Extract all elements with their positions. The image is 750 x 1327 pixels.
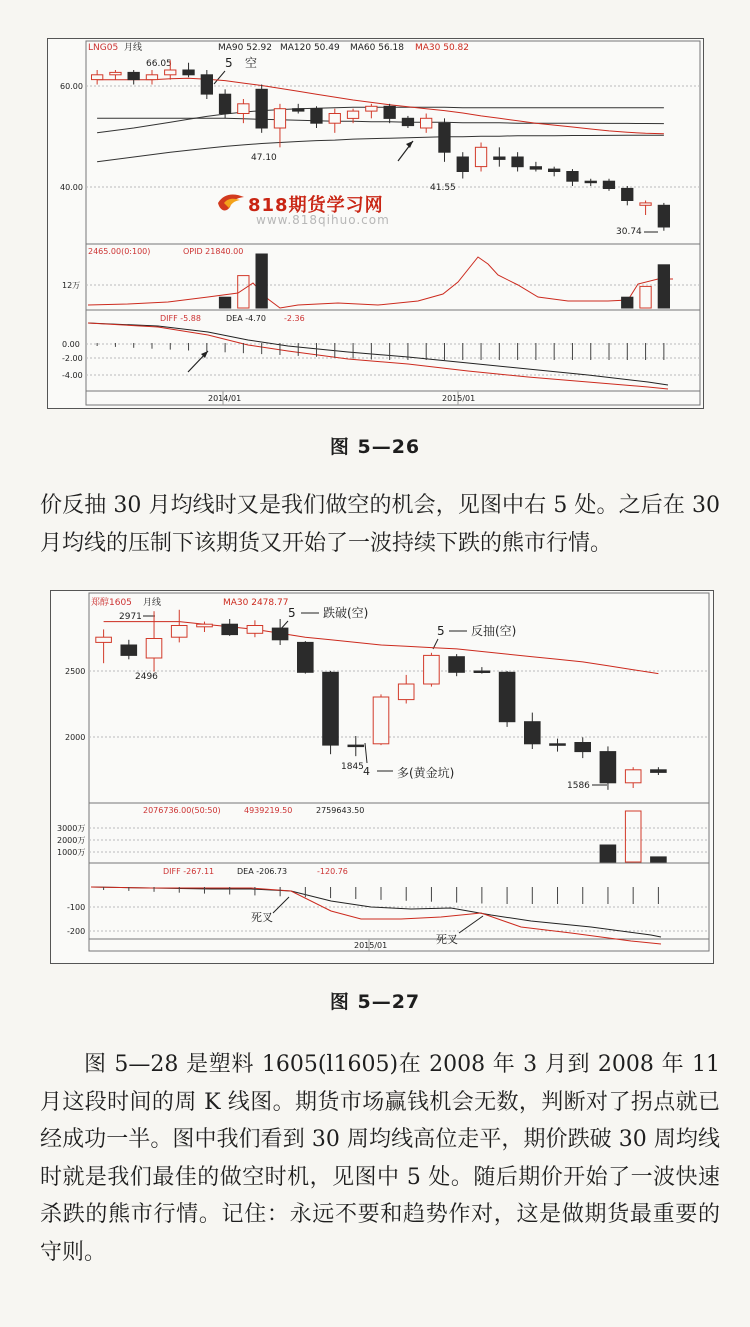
candle [658,203,669,231]
candle-body [373,697,389,744]
volume-bars [219,254,669,308]
figure-caption-2: 图 5—27 [329,991,421,1013]
price-tick: 60.00 [60,82,83,91]
macd-dea-line [91,887,661,937]
price-tick: 40.00 [60,183,83,192]
candle-body [550,744,566,746]
watermark-url: www.818qihuo.com [256,213,390,227]
candle-body [494,157,505,159]
ma30-label: MA30 50.82 [415,43,469,53]
candle [366,104,377,119]
candle-body [512,157,523,167]
low-annotation: 1845 [341,762,364,772]
volume-header: 2759643.50 [316,806,365,815]
candle-body [238,104,249,114]
candle [651,767,667,775]
candle-body [622,188,633,200]
candle [222,619,238,636]
candle-body [348,745,364,747]
open-interest-line [88,257,673,308]
candle-body [274,109,285,128]
candle [146,70,157,85]
candle [348,736,364,756]
dead-cross-label: 死叉 [436,933,458,946]
candle-body [197,624,213,627]
candle-body [530,167,541,169]
candle [110,70,121,80]
candle [272,619,288,645]
candle-body [298,642,314,672]
candle [475,143,486,172]
candle-body [640,203,651,205]
volume-tick: 1000万 [57,848,86,857]
candle-body [96,637,112,642]
candle-body [525,722,541,744]
five-marker: 5 [288,606,296,620]
macd-diff-line [88,323,668,389]
ma-lines [97,78,664,162]
rebound-label: 反抽(空) [471,624,517,638]
candle-body [549,169,560,171]
long-label: 多(黄金坑) [397,766,455,780]
candle-body [165,70,176,75]
arrow-line [273,897,289,913]
volume-tick: 3000万 [57,824,86,833]
volume-header: 4939219.50 [244,806,293,815]
candle [474,667,490,674]
candle [201,70,212,99]
candle [128,70,139,85]
macd-histogram [97,343,664,360]
candles [96,610,666,790]
symbol-label: LNG05 [88,43,119,53]
price-tick: 2500 [65,667,86,676]
volume-tick: 2000万 [57,836,86,845]
volume-tick: 12万 [62,281,81,290]
macd-tick: -4.00 [62,371,83,380]
candle-body [219,94,230,113]
volume-bar [256,254,267,308]
candle [603,179,614,191]
candle-body [457,157,468,172]
candle [274,104,285,148]
macd-tick: -200 [67,927,86,936]
ma90-label: MA90 52.92 [218,43,272,53]
volume-bar [625,811,641,862]
candle [499,671,515,727]
ma120-label: MA120 50.49 [280,43,340,53]
candle-body [449,657,465,673]
ma60-line [97,107,664,133]
candle-body [121,645,137,655]
candle [373,694,389,745]
candle-body [347,111,358,118]
candle [311,106,322,128]
candle-body [402,118,413,125]
volume-bar [219,297,230,308]
candle-body [171,626,187,638]
candle-body [603,181,614,188]
candle [449,654,465,676]
arrow-line [459,916,483,933]
candle-body [247,626,263,634]
macd-dea: DEA -206.73 [237,867,288,876]
candle [549,167,560,177]
macd-dea: DEA -4.70 [226,314,266,323]
chart-5-27 [50,590,714,964]
candle-body [222,624,238,634]
volume-header: 2076736.00(50:50) [143,806,221,815]
arrow-line [214,71,225,84]
ma120-line [97,135,664,162]
candle [219,89,230,118]
candle-body [421,118,432,128]
candle-body [201,75,212,94]
volume-bar [651,857,667,862]
candle [323,671,339,754]
candle [439,118,450,162]
candle [424,653,440,687]
candle [238,99,249,123]
period-label: 月线 [143,598,162,608]
macd-diff: DIFF -267.11 [163,867,215,876]
candle-body [625,770,641,783]
volume-bars [600,811,666,862]
candle-body [575,743,591,752]
date-label: 2015/01 [354,941,388,950]
candle [402,116,413,128]
candle [585,179,596,186]
candle [457,152,468,178]
candle-body [311,109,322,124]
candle-body [146,639,162,659]
candle [622,186,633,205]
candle [96,629,112,663]
chart-5-26 [47,38,704,409]
candle-body [323,672,339,745]
macd-histogram [104,887,659,904]
watermark [216,189,406,239]
candle-body [499,672,515,721]
candle-body [183,70,194,75]
candle [525,713,541,749]
macd-dea-line [88,323,668,385]
candle [398,675,414,704]
candle [530,162,541,172]
candle-body [92,75,103,80]
volume-bar [622,297,633,308]
candle [625,767,641,788]
watermark-title: 818期货学习网 [248,195,384,216]
arrow-line [365,743,367,763]
high-annotation: 66.05 [146,59,172,69]
price-tick: 2000 [65,733,86,742]
candle [329,109,340,133]
candle-body [600,752,616,783]
volume-header: OPID 21840.00 [183,247,244,256]
date-label: 2014/01 [208,394,242,403]
macd-hist: -2.36 [284,314,305,323]
volume-bar [600,845,616,862]
candle [575,737,591,758]
high-annotation: 2971 [119,612,142,622]
candle-body [658,205,669,227]
candle-body [384,106,395,118]
short-label: 空 [245,56,258,70]
candle-body [256,89,267,128]
candle-body [567,172,578,182]
candle-body [110,72,121,74]
candle-body [424,655,440,684]
figure-caption-1: 图 5—26 [329,436,421,458]
low-annotation: 41.55 [430,183,456,193]
ma30-label: MA30 2478.77 [223,598,289,608]
candle [567,169,578,186]
candle-body [272,628,288,640]
candle [92,70,103,85]
candle-body [128,72,139,79]
break-label: 跌破(空) [323,606,369,620]
macd-diff: DIFF -5.88 [160,314,201,323]
five-marker: 5 [437,624,445,638]
candle [600,746,616,789]
low-annotation: 1586 [567,781,590,791]
macd-tick: -2.00 [62,354,83,363]
candle-body [146,75,157,80]
candle-body [585,181,596,183]
arrow-head [406,141,413,148]
candle-body [366,106,377,111]
low-annotation: 2496 [135,672,158,682]
macd-tick: 0.00 [62,340,80,349]
candle [293,104,304,114]
candle [512,152,523,171]
macd-diff-line [91,887,661,944]
candle [298,641,314,674]
candle [256,85,267,133]
candle [384,104,395,123]
period-label: 月线 [124,43,143,53]
macd-tick: -100 [67,903,86,912]
candle [146,611,162,671]
body-paragraph-2: 图 5—28 是塑料 1605(l1605)在 2008 年 3 月到 2008 年 11 月这段时间的周 K 线图。期货市场赢钱机会无数，判断对了拐点就已经成功一半。图中我们看到 30 周均线高位走平，期价跌破 30 周均线时就是我们最佳的做空时机，见图中 5 处。随后期价开始了一波快速杀跌的熊市行情。记住：永远不要和趋势作对，这是做期货最重要的守则。 [40,1052,720,1265]
candle [183,63,194,78]
macd-hist: -120.76 [317,867,348,876]
ma30-line [97,78,664,134]
ma90-line [97,118,664,123]
candle-body [398,684,414,700]
candle [494,147,505,166]
candle [640,201,651,216]
low-annotation: 30.74 [616,227,642,237]
candle-body [439,123,450,152]
volume-bar [658,265,669,308]
candle-body [329,114,340,124]
candle-body [474,671,490,673]
low-annotation: 47.10 [251,153,277,163]
candle-body [475,147,486,166]
candle [550,739,566,752]
candle-body [651,770,667,773]
volume-bar [640,286,651,308]
candle [171,610,187,643]
volume-header: 2465.00(0:100) [88,247,151,256]
candle [121,640,137,660]
four-marker: 4 [363,765,370,778]
symbol-label: 郑醇1605 [91,598,132,608]
date-label: 2015/01 [442,394,476,403]
ma60-label: MA60 56.18 [350,43,404,53]
body-paragraph-1: 价反抽 30 月均线时又是我们做空的机会，见图中右 5 处。之后在 30 月均线的压制下该期货又开始了一波持续下跌的熊市行情。 [40,493,720,556]
candle [247,620,263,637]
candle-body [293,109,304,111]
flame-logo-icon [216,189,246,215]
candle [421,114,432,133]
five-marker: 5 [225,56,233,70]
chart-5-27-svg [51,591,713,963]
dead-cross-label: 死叉 [251,911,273,924]
